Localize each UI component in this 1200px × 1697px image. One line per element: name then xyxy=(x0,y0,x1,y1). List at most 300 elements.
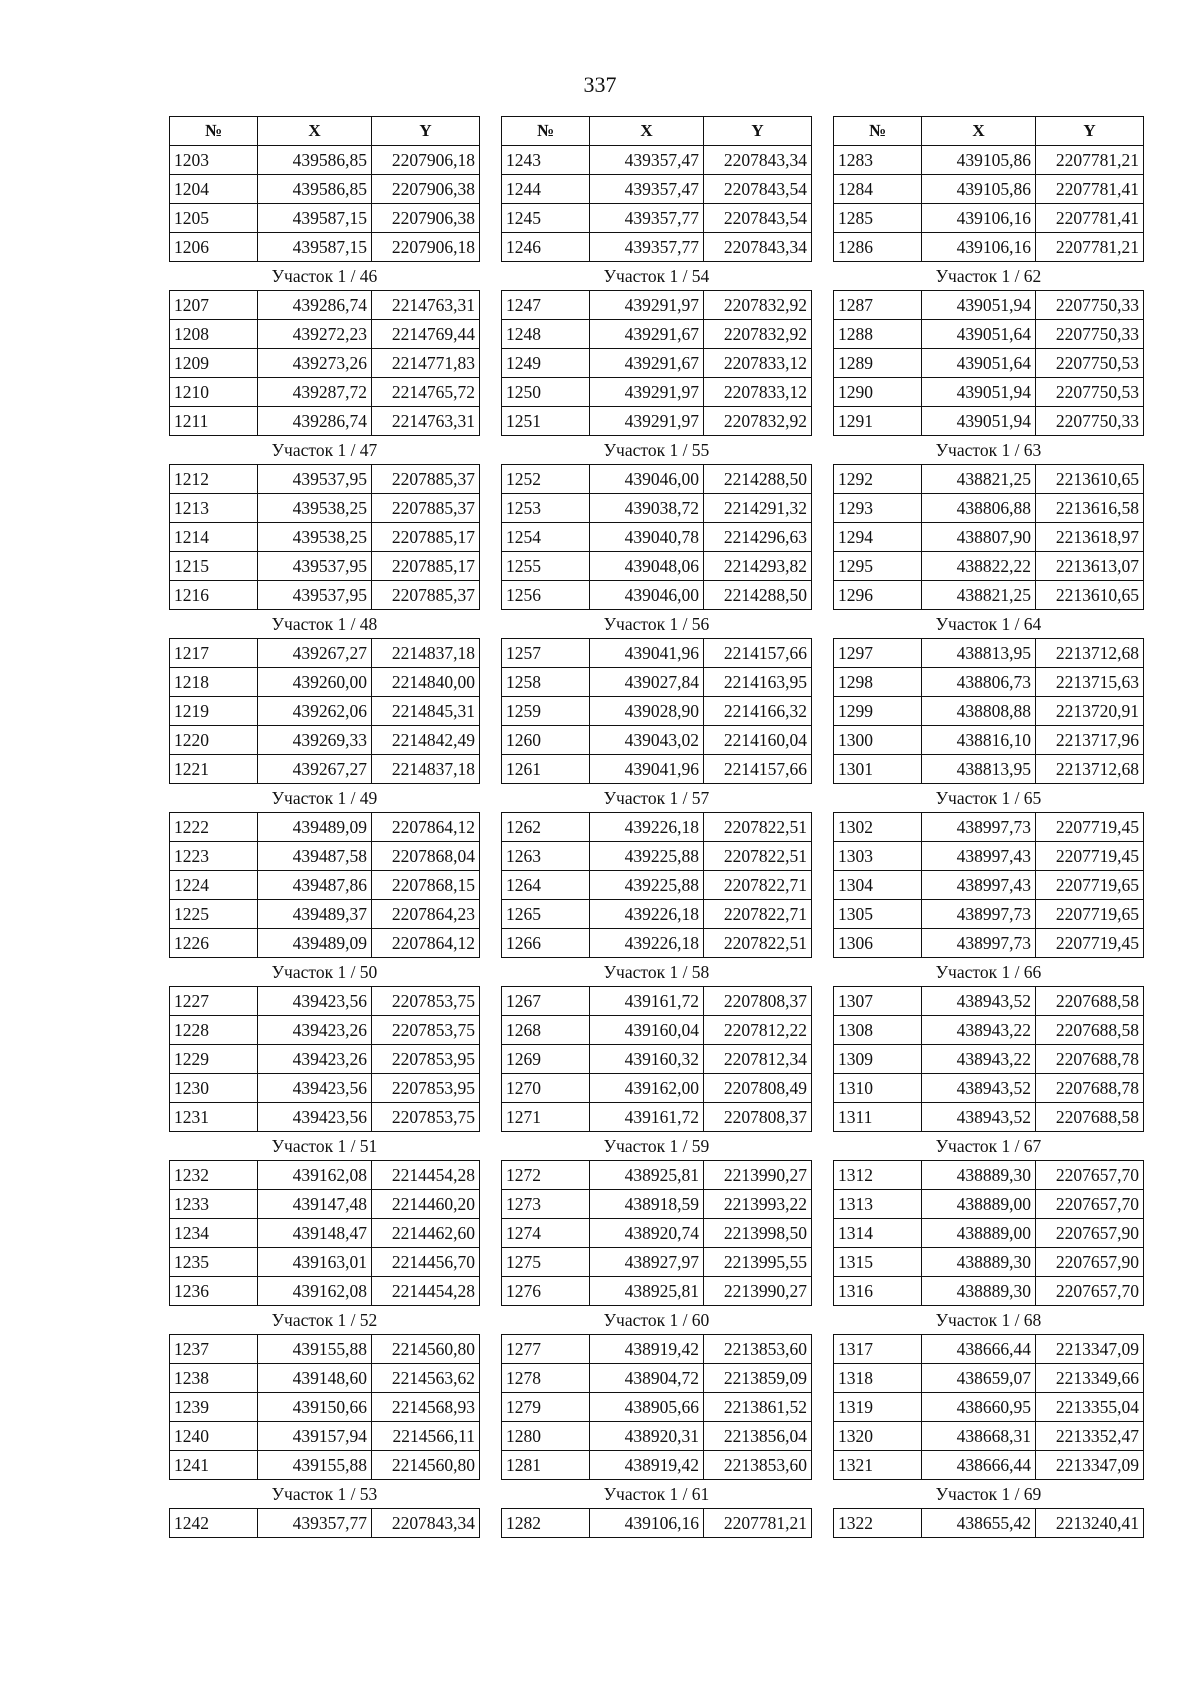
header-x: X xyxy=(590,117,704,146)
table-row xyxy=(502,987,812,1016)
x-coordinate-cell: 438943,52 xyxy=(922,1074,1036,1103)
point-number-cell: 1310 xyxy=(834,1074,922,1103)
table-row xyxy=(834,697,1144,726)
point-number-cell: 1211 xyxy=(170,407,258,436)
section-row xyxy=(502,610,812,639)
section-label: Участок 1 / 52 xyxy=(170,1306,480,1335)
x-coordinate-cell: 438997,73 xyxy=(922,929,1036,958)
x-coordinate-cell: 438943,52 xyxy=(922,987,1036,1016)
table-row xyxy=(170,726,480,755)
x-coordinate-cell: 439273,26 xyxy=(258,349,372,378)
x-coordinate-cell: 438997,73 xyxy=(922,813,1036,842)
table-row xyxy=(170,1190,480,1219)
table-row xyxy=(170,465,480,494)
point-number-cell: 1222 xyxy=(170,813,258,842)
x-coordinate-cell: 438889,30 xyxy=(922,1248,1036,1277)
section-label: Участок 1 / 56 xyxy=(502,610,812,639)
point-number-cell: 1208 xyxy=(170,320,258,349)
x-coordinate-cell: 439155,88 xyxy=(258,1335,372,1364)
table-row xyxy=(502,813,812,842)
table-row xyxy=(170,1509,480,1538)
point-number-cell: 1210 xyxy=(170,378,258,407)
table-row xyxy=(502,1161,812,1190)
table-row xyxy=(502,639,812,668)
y-coordinate-cell: 2207812,22 xyxy=(704,1016,812,1045)
y-coordinate-cell: 2213990,27 xyxy=(704,1277,812,1306)
x-coordinate-cell: 438919,42 xyxy=(590,1451,704,1480)
table-row xyxy=(502,1393,812,1422)
point-number-cell: 1317 xyxy=(834,1335,922,1364)
point-number-cell: 1206 xyxy=(170,233,258,262)
x-coordinate-cell: 438813,95 xyxy=(922,639,1036,668)
y-coordinate-cell: 2213853,60 xyxy=(704,1335,812,1364)
y-coordinate-cell: 2207688,78 xyxy=(1036,1045,1144,1074)
x-coordinate-cell: 439489,09 xyxy=(258,929,372,958)
point-number-cell: 1286 xyxy=(834,233,922,262)
y-coordinate-cell: 2213616,58 xyxy=(1036,494,1144,523)
point-number-cell: 1291 xyxy=(834,407,922,436)
x-coordinate-cell: 438808,88 xyxy=(922,697,1036,726)
header-x: X xyxy=(258,117,372,146)
y-coordinate-cell: 2207868,04 xyxy=(372,842,480,871)
y-coordinate-cell: 2207906,18 xyxy=(372,146,480,175)
y-coordinate-cell: 2214566,11 xyxy=(372,1422,480,1451)
table-row xyxy=(834,842,1144,871)
x-coordinate-cell: 439537,95 xyxy=(258,552,372,581)
point-number-cell: 1264 xyxy=(502,871,590,900)
table-row xyxy=(170,146,480,175)
x-coordinate-cell: 439148,47 xyxy=(258,1219,372,1248)
point-number-cell: 1226 xyxy=(170,929,258,958)
point-number-cell: 1236 xyxy=(170,1277,258,1306)
x-coordinate-cell: 439267,27 xyxy=(258,755,372,784)
y-coordinate-cell: 2207833,12 xyxy=(704,349,812,378)
section-row xyxy=(834,1306,1144,1335)
table-row xyxy=(502,1422,812,1451)
x-coordinate-cell: 439041,96 xyxy=(590,639,704,668)
y-coordinate-cell: 2214454,28 xyxy=(372,1161,480,1190)
y-coordinate-cell: 2213610,65 xyxy=(1036,581,1144,610)
point-number-cell: 1233 xyxy=(170,1190,258,1219)
y-coordinate-cell: 2213240,41 xyxy=(1036,1509,1144,1538)
x-coordinate-cell: 438919,42 xyxy=(590,1335,704,1364)
y-coordinate-cell: 2207843,54 xyxy=(704,175,812,204)
point-number-cell: 1247 xyxy=(502,291,590,320)
x-coordinate-cell: 439272,23 xyxy=(258,320,372,349)
y-coordinate-cell: 2207822,51 xyxy=(704,929,812,958)
table-row xyxy=(170,755,480,784)
x-coordinate-cell: 438655,42 xyxy=(922,1509,1036,1538)
point-number-cell: 1316 xyxy=(834,1277,922,1306)
y-coordinate-cell: 2207822,71 xyxy=(704,900,812,929)
table-row xyxy=(170,320,480,349)
point-number-cell: 1281 xyxy=(502,1451,590,1480)
x-coordinate-cell: 438997,43 xyxy=(922,871,1036,900)
section-label: Участок 1 / 54 xyxy=(502,262,812,291)
x-coordinate-cell: 439537,95 xyxy=(258,581,372,610)
x-coordinate-cell: 439160,04 xyxy=(590,1016,704,1045)
y-coordinate-cell: 2207657,70 xyxy=(1036,1190,1144,1219)
table-row xyxy=(834,1509,1144,1538)
point-number-cell: 1219 xyxy=(170,697,258,726)
table-row xyxy=(834,900,1144,929)
x-coordinate-cell: 438807,90 xyxy=(922,523,1036,552)
section-label: Участок 1 / 57 xyxy=(502,784,812,813)
table-row xyxy=(502,1364,812,1393)
x-coordinate-cell: 439162,08 xyxy=(258,1161,372,1190)
table-row xyxy=(502,146,812,175)
section-label: Участок 1 / 68 xyxy=(834,1306,1144,1335)
point-number-cell: 1227 xyxy=(170,987,258,1016)
table-row xyxy=(170,639,480,668)
table-row xyxy=(502,494,812,523)
point-number-cell: 1251 xyxy=(502,407,590,436)
point-number-cell: 1315 xyxy=(834,1248,922,1277)
x-coordinate-cell: 439150,66 xyxy=(258,1393,372,1422)
x-coordinate-cell: 438918,59 xyxy=(590,1190,704,1219)
point-number-cell: 1230 xyxy=(170,1074,258,1103)
point-number-cell: 1305 xyxy=(834,900,922,929)
x-coordinate-cell: 439357,47 xyxy=(590,146,704,175)
y-coordinate-cell: 2214462,60 xyxy=(372,1219,480,1248)
y-coordinate-cell: 2214563,62 xyxy=(372,1364,480,1393)
x-coordinate-cell: 439226,18 xyxy=(590,900,704,929)
point-number-cell: 1282 xyxy=(502,1509,590,1538)
section-label: Участок 1 / 60 xyxy=(502,1306,812,1335)
y-coordinate-cell: 2207781,21 xyxy=(1036,146,1144,175)
x-coordinate-cell: 439423,56 xyxy=(258,1103,372,1132)
y-coordinate-cell: 2207885,17 xyxy=(372,552,480,581)
x-coordinate-cell: 439046,00 xyxy=(590,581,704,610)
y-coordinate-cell: 2213995,55 xyxy=(704,1248,812,1277)
point-number-cell: 1302 xyxy=(834,813,922,842)
header-x: X xyxy=(922,117,1036,146)
y-coordinate-cell: 2207822,71 xyxy=(704,871,812,900)
table-row xyxy=(834,639,1144,668)
x-coordinate-cell: 439106,16 xyxy=(922,204,1036,233)
point-number-cell: 1279 xyxy=(502,1393,590,1422)
x-coordinate-cell: 439155,88 xyxy=(258,1451,372,1480)
point-number-cell: 1253 xyxy=(502,494,590,523)
x-coordinate-cell: 439051,64 xyxy=(922,349,1036,378)
table-row xyxy=(502,871,812,900)
x-coordinate-cell: 438920,31 xyxy=(590,1422,704,1451)
section-row xyxy=(170,610,480,639)
x-coordinate-cell: 438925,81 xyxy=(590,1161,704,1190)
table-row xyxy=(834,204,1144,233)
y-coordinate-cell: 2213720,91 xyxy=(1036,697,1144,726)
point-number-cell: 1212 xyxy=(170,465,258,494)
y-coordinate-cell: 2213349,66 xyxy=(1036,1364,1144,1393)
y-coordinate-cell: 2207853,95 xyxy=(372,1074,480,1103)
x-coordinate-cell: 439147,48 xyxy=(258,1190,372,1219)
table-row xyxy=(170,204,480,233)
point-number-cell: 1276 xyxy=(502,1277,590,1306)
y-coordinate-cell: 2213610,65 xyxy=(1036,465,1144,494)
y-coordinate-cell: 2207843,34 xyxy=(704,146,812,175)
x-coordinate-cell: 438943,52 xyxy=(922,1103,1036,1132)
point-number-cell: 1263 xyxy=(502,842,590,871)
y-coordinate-cell: 2214771,83 xyxy=(372,349,480,378)
y-coordinate-cell: 2213990,27 xyxy=(704,1161,812,1190)
y-coordinate-cell: 2214157,66 xyxy=(704,639,812,668)
x-coordinate-cell: 438806,88 xyxy=(922,494,1036,523)
x-coordinate-cell: 439161,72 xyxy=(590,1103,704,1132)
table-row xyxy=(502,1248,812,1277)
table-row xyxy=(834,233,1144,262)
table-row xyxy=(170,871,480,900)
table-row xyxy=(170,552,480,581)
table-row xyxy=(170,233,480,262)
y-coordinate-cell: 2207843,54 xyxy=(704,204,812,233)
y-coordinate-cell: 2207843,34 xyxy=(372,1509,480,1538)
table-row xyxy=(834,1045,1144,1074)
y-coordinate-cell: 2207688,58 xyxy=(1036,1016,1144,1045)
section-row xyxy=(170,958,480,987)
section-row xyxy=(170,1480,480,1509)
section-label: Участок 1 / 62 xyxy=(834,262,1144,291)
table-row xyxy=(834,1393,1144,1422)
x-coordinate-cell: 439537,95 xyxy=(258,465,372,494)
y-coordinate-cell: 2214296,63 xyxy=(704,523,812,552)
x-coordinate-cell: 438920,74 xyxy=(590,1219,704,1248)
point-number-cell: 1217 xyxy=(170,639,258,668)
section-row xyxy=(834,262,1144,291)
y-coordinate-cell: 2214288,50 xyxy=(704,581,812,610)
y-coordinate-cell: 2207781,21 xyxy=(704,1509,812,1538)
point-number-cell: 1220 xyxy=(170,726,258,755)
table-row xyxy=(834,552,1144,581)
point-number-cell: 1285 xyxy=(834,204,922,233)
x-coordinate-cell: 439163,01 xyxy=(258,1248,372,1277)
point-number-cell: 1228 xyxy=(170,1016,258,1045)
table-row xyxy=(170,1451,480,1480)
x-coordinate-cell: 438927,97 xyxy=(590,1248,704,1277)
point-number-cell: 1261 xyxy=(502,755,590,784)
point-number-cell: 1296 xyxy=(834,581,922,610)
table-row xyxy=(170,378,480,407)
x-coordinate-cell: 439105,86 xyxy=(922,146,1036,175)
y-coordinate-cell: 2213998,50 xyxy=(704,1219,812,1248)
y-coordinate-cell: 2207688,78 xyxy=(1036,1074,1144,1103)
coordinate-table-3 xyxy=(833,116,1144,1538)
x-coordinate-cell: 439225,88 xyxy=(590,842,704,871)
table-row xyxy=(502,842,812,871)
x-coordinate-cell: 439423,56 xyxy=(258,987,372,1016)
point-number-cell: 1298 xyxy=(834,668,922,697)
point-number-cell: 1260 xyxy=(502,726,590,755)
section-label: Участок 1 / 67 xyxy=(834,1132,1144,1161)
point-number-cell: 1221 xyxy=(170,755,258,784)
y-coordinate-cell: 2213856,04 xyxy=(704,1422,812,1451)
section-label: Участок 1 / 66 xyxy=(834,958,1144,987)
y-coordinate-cell: 2207657,90 xyxy=(1036,1248,1144,1277)
section-row xyxy=(834,958,1144,987)
table-row xyxy=(170,1248,480,1277)
table-row xyxy=(502,204,812,233)
y-coordinate-cell: 2207657,70 xyxy=(1036,1161,1144,1190)
y-coordinate-cell: 2207750,53 xyxy=(1036,349,1144,378)
x-coordinate-cell: 438821,25 xyxy=(922,581,1036,610)
y-coordinate-cell: 2214568,93 xyxy=(372,1393,480,1422)
point-number-cell: 1246 xyxy=(502,233,590,262)
y-coordinate-cell: 2213347,09 xyxy=(1036,1451,1144,1480)
x-coordinate-cell: 438889,00 xyxy=(922,1190,1036,1219)
point-number-cell: 1249 xyxy=(502,349,590,378)
section-row xyxy=(834,784,1144,813)
point-number-cell: 1241 xyxy=(170,1451,258,1480)
table-row xyxy=(170,1045,480,1074)
y-coordinate-cell: 2207864,12 xyxy=(372,813,480,842)
x-coordinate-cell: 439291,97 xyxy=(590,378,704,407)
section-row xyxy=(502,1132,812,1161)
table-row xyxy=(502,1335,812,1364)
point-number-cell: 1308 xyxy=(834,1016,922,1045)
section-row xyxy=(170,262,480,291)
point-number-cell: 1248 xyxy=(502,320,590,349)
point-number-cell: 1283 xyxy=(834,146,922,175)
point-number-cell: 1289 xyxy=(834,349,922,378)
coordinate-table-1 xyxy=(169,116,480,1538)
table-row xyxy=(170,1074,480,1103)
table-row xyxy=(834,871,1144,900)
table-row xyxy=(834,465,1144,494)
table-row xyxy=(834,349,1144,378)
header-y: Y xyxy=(372,117,480,146)
x-coordinate-cell: 438660,95 xyxy=(922,1393,1036,1422)
x-coordinate-cell: 439051,94 xyxy=(922,378,1036,407)
point-number-cell: 1272 xyxy=(502,1161,590,1190)
table-row xyxy=(834,1016,1144,1045)
y-coordinate-cell: 2213717,96 xyxy=(1036,726,1144,755)
section-label: Участок 1 / 55 xyxy=(502,436,812,465)
table-row xyxy=(834,813,1144,842)
point-number-cell: 1250 xyxy=(502,378,590,407)
table-row xyxy=(170,349,480,378)
x-coordinate-cell: 439357,77 xyxy=(258,1509,372,1538)
section-label: Участок 1 / 51 xyxy=(170,1132,480,1161)
y-coordinate-cell: 2214560,80 xyxy=(372,1335,480,1364)
point-number-cell: 1207 xyxy=(170,291,258,320)
point-number-cell: 1320 xyxy=(834,1422,922,1451)
y-coordinate-cell: 2213715,63 xyxy=(1036,668,1144,697)
x-coordinate-cell: 439423,26 xyxy=(258,1016,372,1045)
point-number-cell: 1306 xyxy=(834,929,922,958)
y-coordinate-cell: 2214163,95 xyxy=(704,668,812,697)
table-row xyxy=(834,755,1144,784)
point-number-cell: 1229 xyxy=(170,1045,258,1074)
y-coordinate-cell: 2213712,68 xyxy=(1036,639,1144,668)
point-number-cell: 1309 xyxy=(834,1045,922,1074)
y-coordinate-cell: 2207750,33 xyxy=(1036,407,1144,436)
x-coordinate-cell: 439586,85 xyxy=(258,175,372,204)
section-label: Участок 1 / 48 xyxy=(170,610,480,639)
table-row xyxy=(834,726,1144,755)
table-row xyxy=(502,291,812,320)
y-coordinate-cell: 2207719,45 xyxy=(1036,813,1144,842)
table-row xyxy=(502,581,812,610)
x-coordinate-cell: 438889,30 xyxy=(922,1277,1036,1306)
x-coordinate-cell: 439287,72 xyxy=(258,378,372,407)
y-coordinate-cell: 2207750,53 xyxy=(1036,378,1144,407)
x-coordinate-cell: 439027,84 xyxy=(590,668,704,697)
x-coordinate-cell: 439157,94 xyxy=(258,1422,372,1451)
y-coordinate-cell: 2207719,45 xyxy=(1036,842,1144,871)
x-coordinate-cell: 439489,37 xyxy=(258,900,372,929)
y-coordinate-cell: 2207843,34 xyxy=(704,233,812,262)
point-number-cell: 1267 xyxy=(502,987,590,1016)
y-coordinate-cell: 2207832,92 xyxy=(704,291,812,320)
y-coordinate-cell: 2207781,41 xyxy=(1036,204,1144,233)
point-number-cell: 1277 xyxy=(502,1335,590,1364)
x-coordinate-cell: 439489,09 xyxy=(258,813,372,842)
x-coordinate-cell: 439260,00 xyxy=(258,668,372,697)
point-number-cell: 1238 xyxy=(170,1364,258,1393)
point-number-cell: 1204 xyxy=(170,175,258,204)
point-number-cell: 1234 xyxy=(170,1219,258,1248)
point-number-cell: 1313 xyxy=(834,1190,922,1219)
y-coordinate-cell: 2214840,00 xyxy=(372,668,480,697)
x-coordinate-cell: 439587,15 xyxy=(258,204,372,233)
y-coordinate-cell: 2213993,22 xyxy=(704,1190,812,1219)
table-row xyxy=(834,1219,1144,1248)
x-coordinate-cell: 439291,97 xyxy=(590,407,704,436)
table-row xyxy=(502,1103,812,1132)
x-coordinate-cell: 438668,31 xyxy=(922,1422,1036,1451)
header-number: № xyxy=(834,117,922,146)
point-number-cell: 1218 xyxy=(170,668,258,697)
point-number-cell: 1287 xyxy=(834,291,922,320)
point-number-cell: 1322 xyxy=(834,1509,922,1538)
point-number-cell: 1240 xyxy=(170,1422,258,1451)
y-coordinate-cell: 2214837,18 xyxy=(372,639,480,668)
table-row xyxy=(834,378,1144,407)
table-header-row xyxy=(502,117,812,146)
point-number-cell: 1209 xyxy=(170,349,258,378)
x-coordinate-cell: 439357,47 xyxy=(590,175,704,204)
point-number-cell: 1259 xyxy=(502,697,590,726)
point-number-cell: 1231 xyxy=(170,1103,258,1132)
x-coordinate-cell: 439291,67 xyxy=(590,349,704,378)
y-coordinate-cell: 2207822,51 xyxy=(704,842,812,871)
point-number-cell: 1293 xyxy=(834,494,922,523)
section-row xyxy=(834,1132,1144,1161)
y-coordinate-cell: 2213613,07 xyxy=(1036,552,1144,581)
point-number-cell: 1239 xyxy=(170,1393,258,1422)
y-coordinate-cell: 2207832,92 xyxy=(704,407,812,436)
section-label: Участок 1 / 63 xyxy=(834,436,1144,465)
point-number-cell: 1301 xyxy=(834,755,922,784)
table-row xyxy=(502,175,812,204)
header-number: № xyxy=(170,117,258,146)
x-coordinate-cell: 438997,73 xyxy=(922,900,1036,929)
point-number-cell: 1294 xyxy=(834,523,922,552)
point-number-cell: 1237 xyxy=(170,1335,258,1364)
y-coordinate-cell: 2214842,49 xyxy=(372,726,480,755)
table-row xyxy=(170,407,480,436)
y-coordinate-cell: 2207808,37 xyxy=(704,1103,812,1132)
point-number-cell: 1300 xyxy=(834,726,922,755)
y-coordinate-cell: 2207833,12 xyxy=(704,378,812,407)
x-coordinate-cell: 439267,27 xyxy=(258,639,372,668)
y-coordinate-cell: 2207812,34 xyxy=(704,1045,812,1074)
point-number-cell: 1254 xyxy=(502,523,590,552)
x-coordinate-cell: 438905,66 xyxy=(590,1393,704,1422)
table-row xyxy=(502,1016,812,1045)
table-row xyxy=(502,726,812,755)
x-coordinate-cell: 439262,06 xyxy=(258,697,372,726)
point-number-cell: 1214 xyxy=(170,523,258,552)
